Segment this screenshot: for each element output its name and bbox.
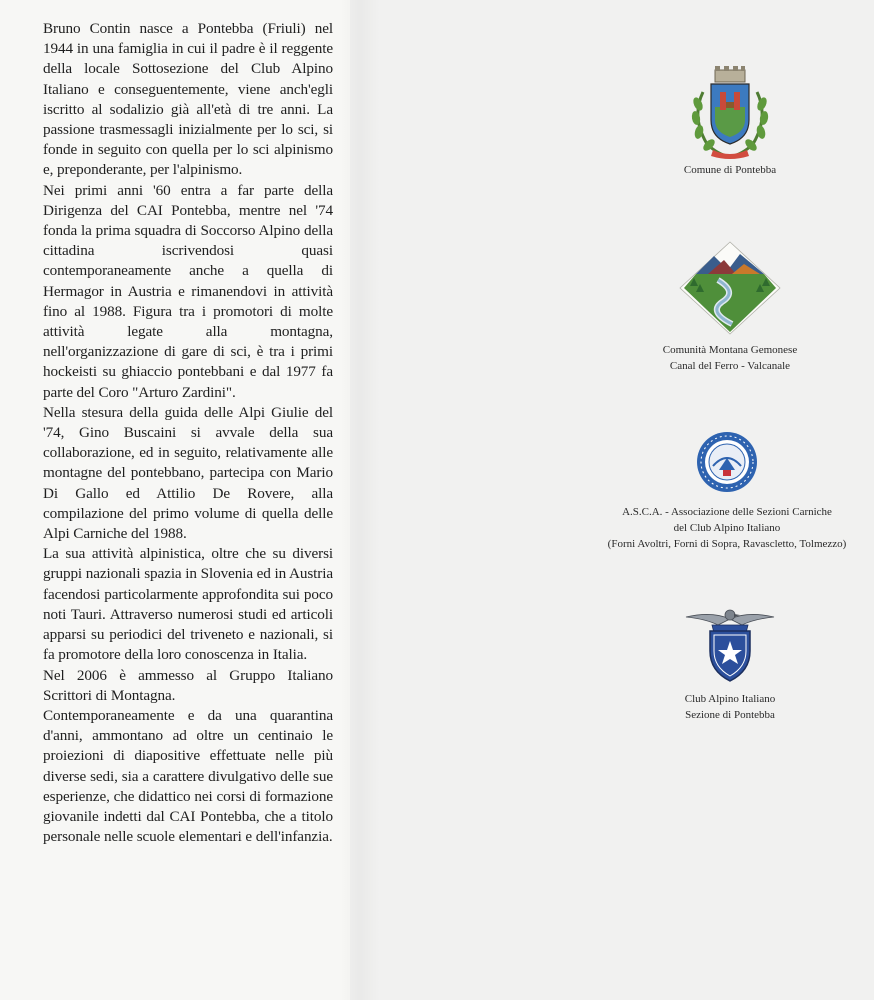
logo-asca: [580, 430, 874, 552]
bio-paragraph: Nel 2006 è ammesso al Gruppo Italiano Scrittori di Montagna.: [43, 666, 333, 704]
logo-caption: Sezione di Pontebba: [685, 709, 775, 721]
bio-paragraph: Nei primi anni '60 entra a far parte della Dirigenza del CAI Pontebba, mentre nel '74 fonda la prima squadra di Soccorso Alpino della cittadina iscrivendosi quasi contemporaneamente anche a quella di Hermagor in Austria e rimanendovi in attività fino al 1988. Figura tra i promotori di molte attività legate alla montagna, nell'organizzazione di gare di sci, è tra i primi hockeisti su ghiaccio pontebbani e dal 1977 fa parte del Coro "Arturo Zardini".: [43, 181, 333, 401]
logo-caption: Canal del Ferro - Valcanale: [669, 360, 791, 372]
page-fold: [340, 0, 380, 1000]
bio-paragraph: La sua attività alpinistica, oltre che su diversi gruppi nazionali spazia in Slovenia ed in Austria facendosi particolarmente approfondita sui poco noti Tauri. Attraverso numerosi studi ed articoli apparsi su periodici del triveneto e nazionali, si fa promotore della loro conoscenza in Italia.: [43, 545, 333, 664]
cai-eagle-icon: [682, 605, 778, 685]
mountain-emblem-icon: [678, 240, 782, 336]
bio-paragraph: Nella stesura della guida delle Alpi Giulie del '74, Gino Buscaini si avvale della sua collaborazione, ed in seguito, relativamente alle montagne del pontebbano, partecipa con Mario Di Gallo ed Attilio De Rovere, alla compilazione del primo volume di quella delle Alpi Carniche del 1988.: [43, 403, 333, 543]
logo-caption: del Club Alpino Italiano: [673, 522, 781, 534]
logo-caption: Club Alpino Italiano: [684, 693, 776, 705]
biography-text: [43, 19, 333, 847]
bio-paragraph: Contemporaneamente e da una quarantina d'anni, ammontano ad oltre un centinaio le proiezioni di diapositive effettuate nelle più diverse sedi, sia a carattere divulgativo delle sue esperienze, che didattico nei corsi di formazione giovanile indetti dal CAI Pontebba, che a titolo personale nelle scuole elementari e dell'infanzia.: [43, 706, 333, 846]
asca-badge-icon: [695, 430, 759, 494]
logo-comunita-montana: [600, 240, 860, 374]
bio-paragraph: Bruno Contin nasce a Pontebba (Friuli) nel 1944 in una famiglia in cui il padre è il reggente della locale Sottosezione del Club Alpino Italiano e conseguentemente, viene anch'egli iscritto al sodalizio già all'età di tre anni. La passione trasmessagli inizialmente per lo sci, si fonde in seguito con quella per lo sci alpinismo e, preponderante, per l'alpinismo.: [43, 20, 333, 179]
logo-caption: (Forni Avoltri, Forni di Sopra, Ravascletto, Tolmezzo): [607, 538, 847, 550]
logo-cai-pontebba: [610, 605, 850, 723]
logo-caption: A.S.C.A. - Associazione delle Sezioni Carniche: [622, 506, 832, 518]
logo-comune-pontebba: [610, 62, 850, 178]
coat-of-arms-icon: [685, 62, 775, 162]
logo-caption: Comune di Pontebba: [683, 164, 777, 176]
logo-caption: Comunità Montana Gemonese: [662, 344, 798, 356]
